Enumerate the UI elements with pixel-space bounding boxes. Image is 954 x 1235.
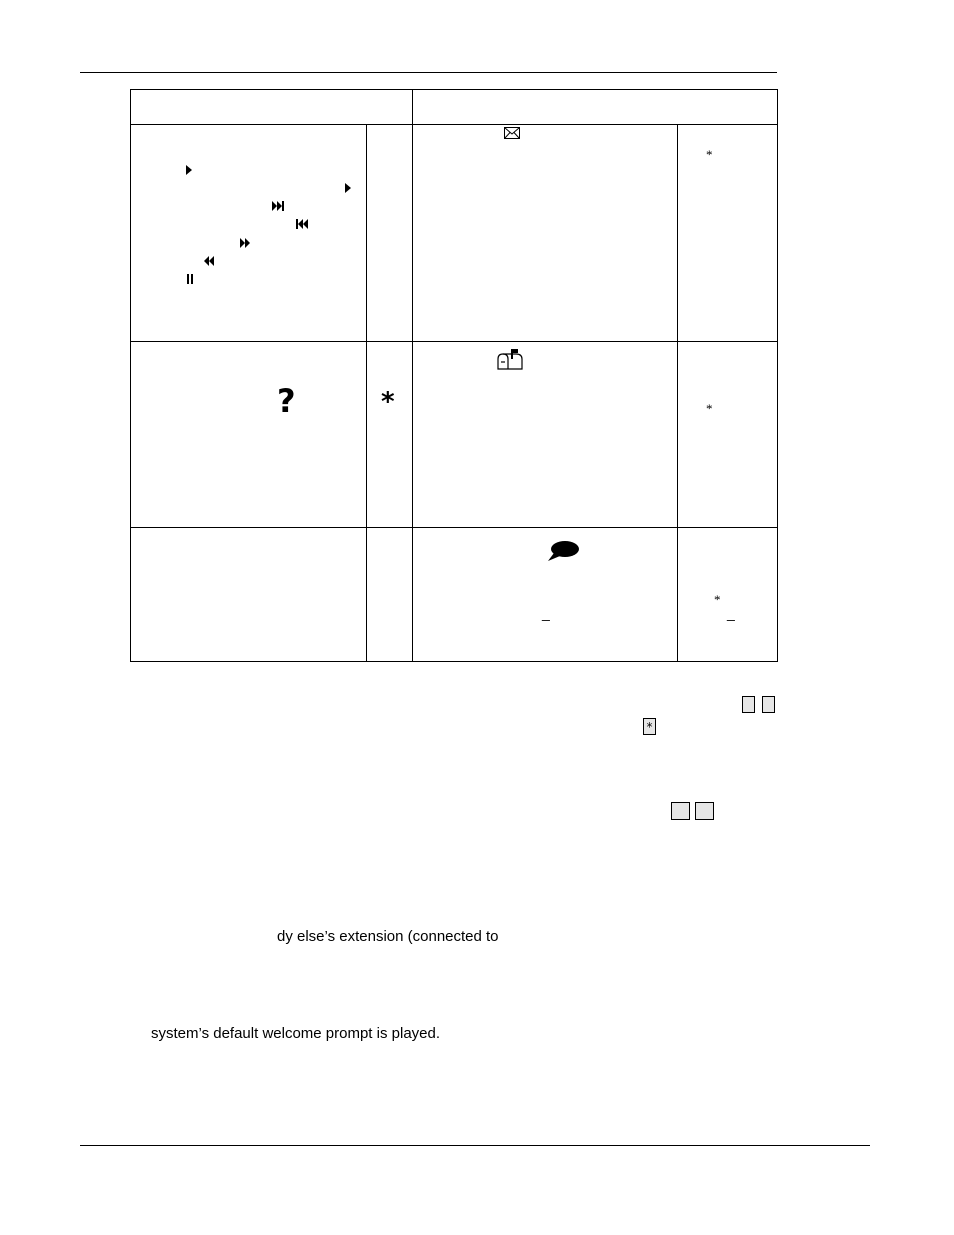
- table-border-left: [130, 89, 131, 661]
- play-icon: [186, 165, 192, 175]
- speech-bubble-icon: [546, 540, 580, 562]
- reply-key-asterisk: *: [714, 592, 721, 607]
- reply-key-asterisk: *: [706, 401, 713, 416]
- body-text-fragment: system’s default welcome prompt is played.: [151, 1025, 441, 1042]
- underscore-mark: _: [727, 605, 735, 621]
- table-header-divider: [130, 124, 778, 125]
- fast-forward-icon: [240, 238, 251, 248]
- play-icon: [345, 183, 351, 193]
- phone-key-box: [742, 696, 755, 713]
- underscore-mark: _: [542, 605, 550, 621]
- reply-key-asterisk: *: [706, 147, 713, 162]
- skip-forward-icon: [272, 201, 284, 211]
- table-column-divider-left-key: [366, 124, 367, 661]
- pause-icon: [187, 274, 193, 284]
- envelope-icon: [504, 127, 520, 139]
- mailbox-icon: [497, 348, 523, 370]
- help-key-asterisk: *: [381, 387, 395, 417]
- skip-back-icon: [296, 219, 308, 229]
- phone-key-box: [671, 802, 690, 820]
- footer-rule: [80, 1145, 870, 1146]
- rewind-icon: [204, 256, 215, 266]
- table-column-divider-main: [412, 89, 413, 661]
- table-border-right: [777, 89, 778, 661]
- table-column-divider-right-key: [677, 124, 678, 661]
- table-border-bottom: [130, 661, 778, 662]
- phone-key-box: [762, 696, 775, 713]
- body-text-fragment: dy else’s extension (connected to: [277, 928, 499, 945]
- header-rule: [80, 72, 777, 73]
- table-border-top: [130, 89, 778, 90]
- help-icon: ?: [277, 382, 296, 420]
- table-row-divider-1: [130, 341, 778, 342]
- table-row-divider-2: [130, 527, 778, 528]
- phone-key-box: [695, 802, 714, 820]
- phone-key-box-asterisk: *: [643, 718, 656, 735]
